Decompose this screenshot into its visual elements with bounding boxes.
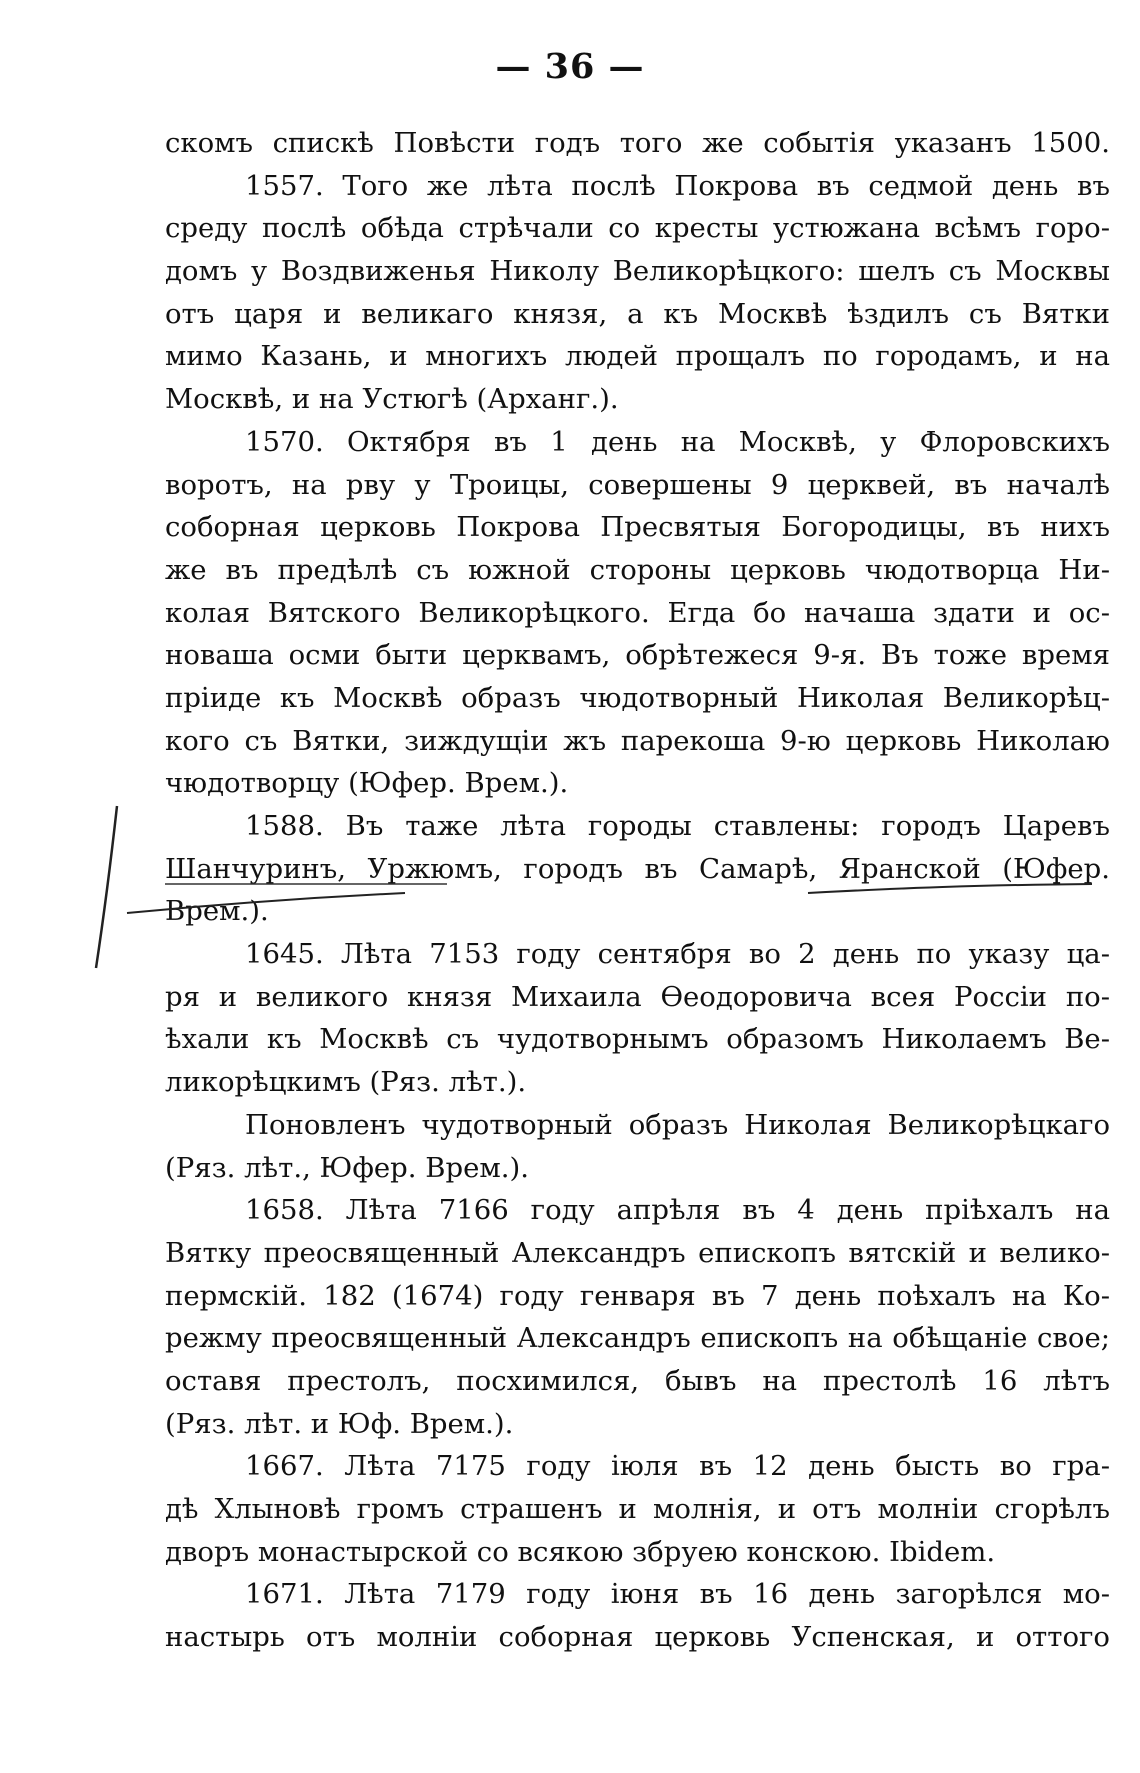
text-line: воротъ, на рву у Троицы, совершены 9 церквей, въ началѣ (165, 468, 1110, 501)
text-line: 1658. Лѣта 7166 году апрѣля въ 4 день пріѣхалъ на (245, 1194, 1110, 1227)
page-number: — 36 — (495, 46, 645, 87)
text-line: (Ряз. лѣт. и Юф. Врем.). (165, 1407, 514, 1440)
text-line: дѣ Хлыновѣ громъ страшенъ и молнія, и отъ молніи сгорѣлъ (165, 1493, 1110, 1525)
text-line: (Ряз. лѣт., Юфер. Врем.). (165, 1151, 529, 1184)
text-line: 1570. Октября въ 1 день на Москвѣ, у Флоровскихъ (245, 425, 1110, 458)
text-line: Поновленъ чудотворный образъ Николая Великорѣцкаго (245, 1108, 1110, 1141)
text-line: 1671. Лѣта 7179 году іюня въ 16 день загорѣлся мо- (245, 1578, 1110, 1611)
text-line: Вятку преосвященный Александръ епископъ вятскій и велико- (165, 1236, 1110, 1269)
text-line: оставя престолъ, посхимился, бывъ на престолѣ 16 лѣтъ (165, 1364, 1110, 1397)
text-line: пермскій. 182 (1674) году генваря въ 7 день поѣхалъ на Ко- (165, 1279, 1110, 1312)
text-line: ѣхали къ Москвѣ съ чудотворнымъ образомъ Николаемъ Ве- (165, 1023, 1110, 1056)
text-line: чюдотворцу (Юфер. Врем.). (165, 767, 569, 800)
text-line: Шанчуринъ, Уржюмъ, городъ въ Самарѣ, Яранской (Юфер. (165, 852, 1110, 885)
text-line: отъ царя и великаго князя, а къ Москвѣ ѣздилъ съ Вятки (165, 297, 1110, 330)
text-line: новаша осми быти церквамъ, обрѣтежеся 9-я. Въ тоже время (165, 639, 1110, 672)
text-line: Москвѣ, и на Устюгѣ (Арханг.). (165, 383, 619, 416)
text-line: пріиде къ Москвѣ образъ чюдотворный Николая Великорѣц- (165, 681, 1110, 714)
text-line: скомъ спискѣ Повѣсти годъ того же событія указанъ 1500. (165, 127, 1110, 159)
text-line: среду послѣ обѣда стрѣчали со кресты устюжана всѣмъ горо- (165, 212, 1110, 245)
text-line: колая Вятского Великорѣцкого. Егда бо начаша здати и ос- (165, 596, 1110, 629)
text-line: 1645. Лѣта 7153 году сентября во 2 день по указу ца- (245, 938, 1110, 971)
text-line: ря и великого князя Михаила Ѳеодоровича всея Россіи по- (165, 980, 1110, 1013)
margin-vertical-pencil-mark (96, 806, 117, 968)
text-line: режму преосвященный Александръ епископъ на обѣщаніе свое; (165, 1322, 1110, 1355)
text-line: домъ у Воздвиженья Николу Великорѣцкого: шелъ съ Москвы (165, 255, 1110, 288)
text-line: мимо Казань, и многихъ людей прощалъ по городамъ, и на (165, 340, 1110, 373)
text-line: соборная церковь Покрова Пресвятыя Богородицы, въ нихъ (165, 511, 1110, 544)
text-line: 1588. Въ таже лѣта городы ставлены: городъ Царевъ (245, 810, 1110, 842)
text-line: 1667. Лѣта 7175 году іюля въ 12 день бысть во гра- (245, 1450, 1110, 1483)
text-line: Врем.). (165, 895, 269, 928)
text-line: ликорѣцкимъ (Ряз. лѣт.). (165, 1066, 527, 1099)
text-line: кого съ Вятки, зиждущіи жъ парекоша 9-ю церковь Николаю (165, 724, 1110, 757)
text-block (165, 122, 1110, 1659)
text-line: дворъ монастырской со всякою збруею конскою. Ibidem. (165, 1535, 996, 1568)
text-line: же въ предѣлѣ съ южной стороны церковь чюдотворца Ни- (165, 553, 1110, 586)
text-line: настырь отъ молніи соборная церковь Успенская, и оттого (165, 1621, 1110, 1654)
text-line: 1557. Того же лѣта послѣ Покрова въ седмой день въ (245, 169, 1110, 202)
